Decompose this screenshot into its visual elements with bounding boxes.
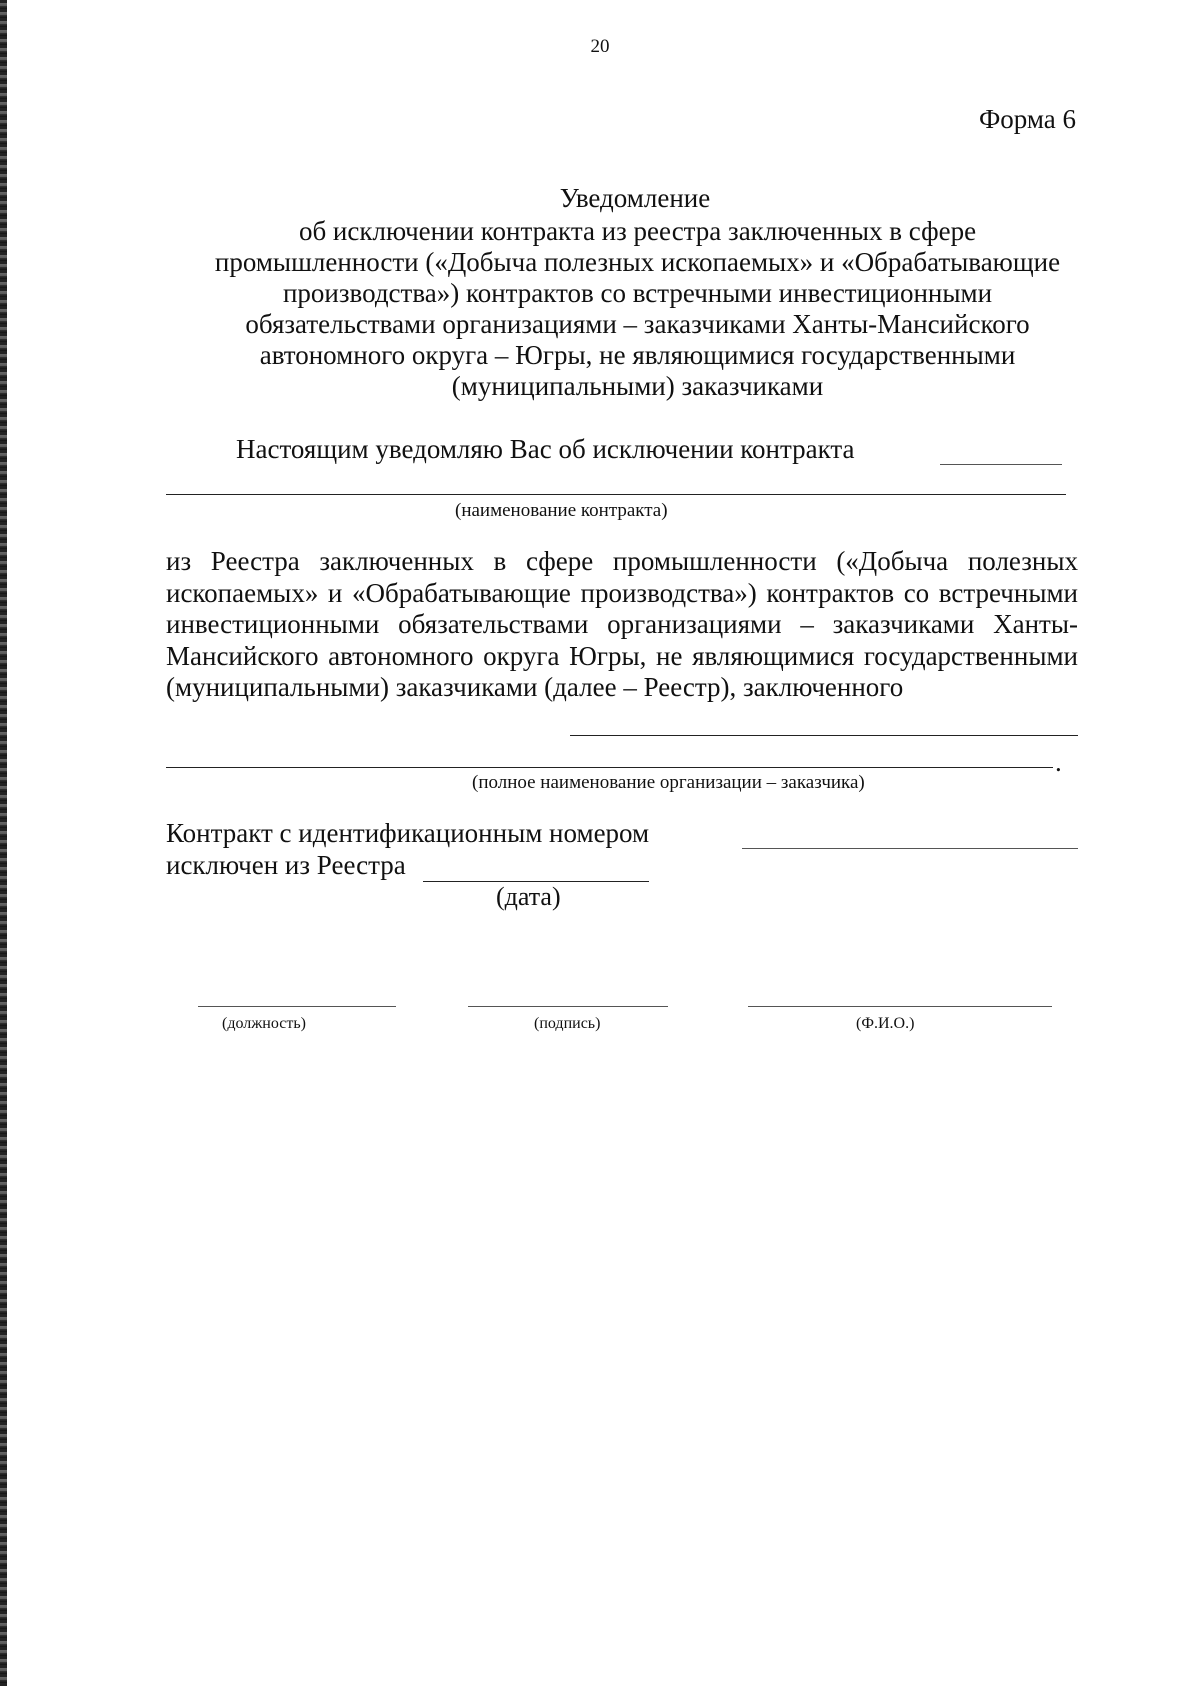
organization-blank <box>166 767 1053 768</box>
name-caption: (Ф.И.О.) <box>856 1015 915 1032</box>
date-caption: (дата) <box>496 882 561 911</box>
subtitle-line: производства») контрактов со встречными инвестиционными <box>282 278 993 308</box>
signature-caption: (подпись) <box>534 1015 601 1032</box>
position-signature-line <box>198 1006 396 1007</box>
contract-name-blank <box>166 494 1066 495</box>
name-line <box>748 1006 1052 1007</box>
subtitle-line: промышленности («Добыча полезных ископаемых» и «Обрабатывающие <box>214 247 1061 277</box>
subtitle-line: автономного округа – Югры, не являющимися государственными <box>259 340 1016 370</box>
page-number: 20 <box>590 36 610 57</box>
scan-edge <box>0 0 7 1686</box>
organization-blank-short <box>570 735 1078 736</box>
intro-text: Настоящим уведомляю Вас об исключении контракта <box>236 434 855 464</box>
organization-caption: (полное наименование организации – заказчика) <box>472 772 865 793</box>
main-paragraph: из Реестра заключенных в сфере промышленности («Добыча полезных ископаемых» и «Обрабатывающие производства») контрактов со встречными инвестиционными обязательствами организациями – заказчиками Ханты-Мансийского автономного округа Югры, не являющимися государственными (муниципальными) заказчиками (далее – Реестр), заключенного <box>166 546 1078 702</box>
contract-id-blank <box>742 848 1078 849</box>
document-title: Уведомление <box>559 183 711 213</box>
subtitle-line: об исключении контракта из реестра заключенных в сфере <box>298 216 977 246</box>
subtitle-line: обязательствами организациями – заказчиками Ханты-Мансийского <box>245 309 1030 339</box>
subtitle-line: (муниципальными) заказчиками <box>451 371 824 401</box>
signature-line <box>468 1006 668 1007</box>
contract-id-text: Контракт с идентификационным номером <box>166 818 650 848</box>
document-subtitle <box>160 216 1115 402</box>
contract-name-blank-short <box>940 464 1062 465</box>
form-label: Форма 6 <box>978 104 1076 134</box>
excluded-text: исключен из Реестра <box>166 850 406 880</box>
position-caption: (должность) <box>222 1015 306 1032</box>
organization-period: . <box>1055 747 1062 777</box>
contract-name-caption: (наименование контракта) <box>455 500 668 521</box>
